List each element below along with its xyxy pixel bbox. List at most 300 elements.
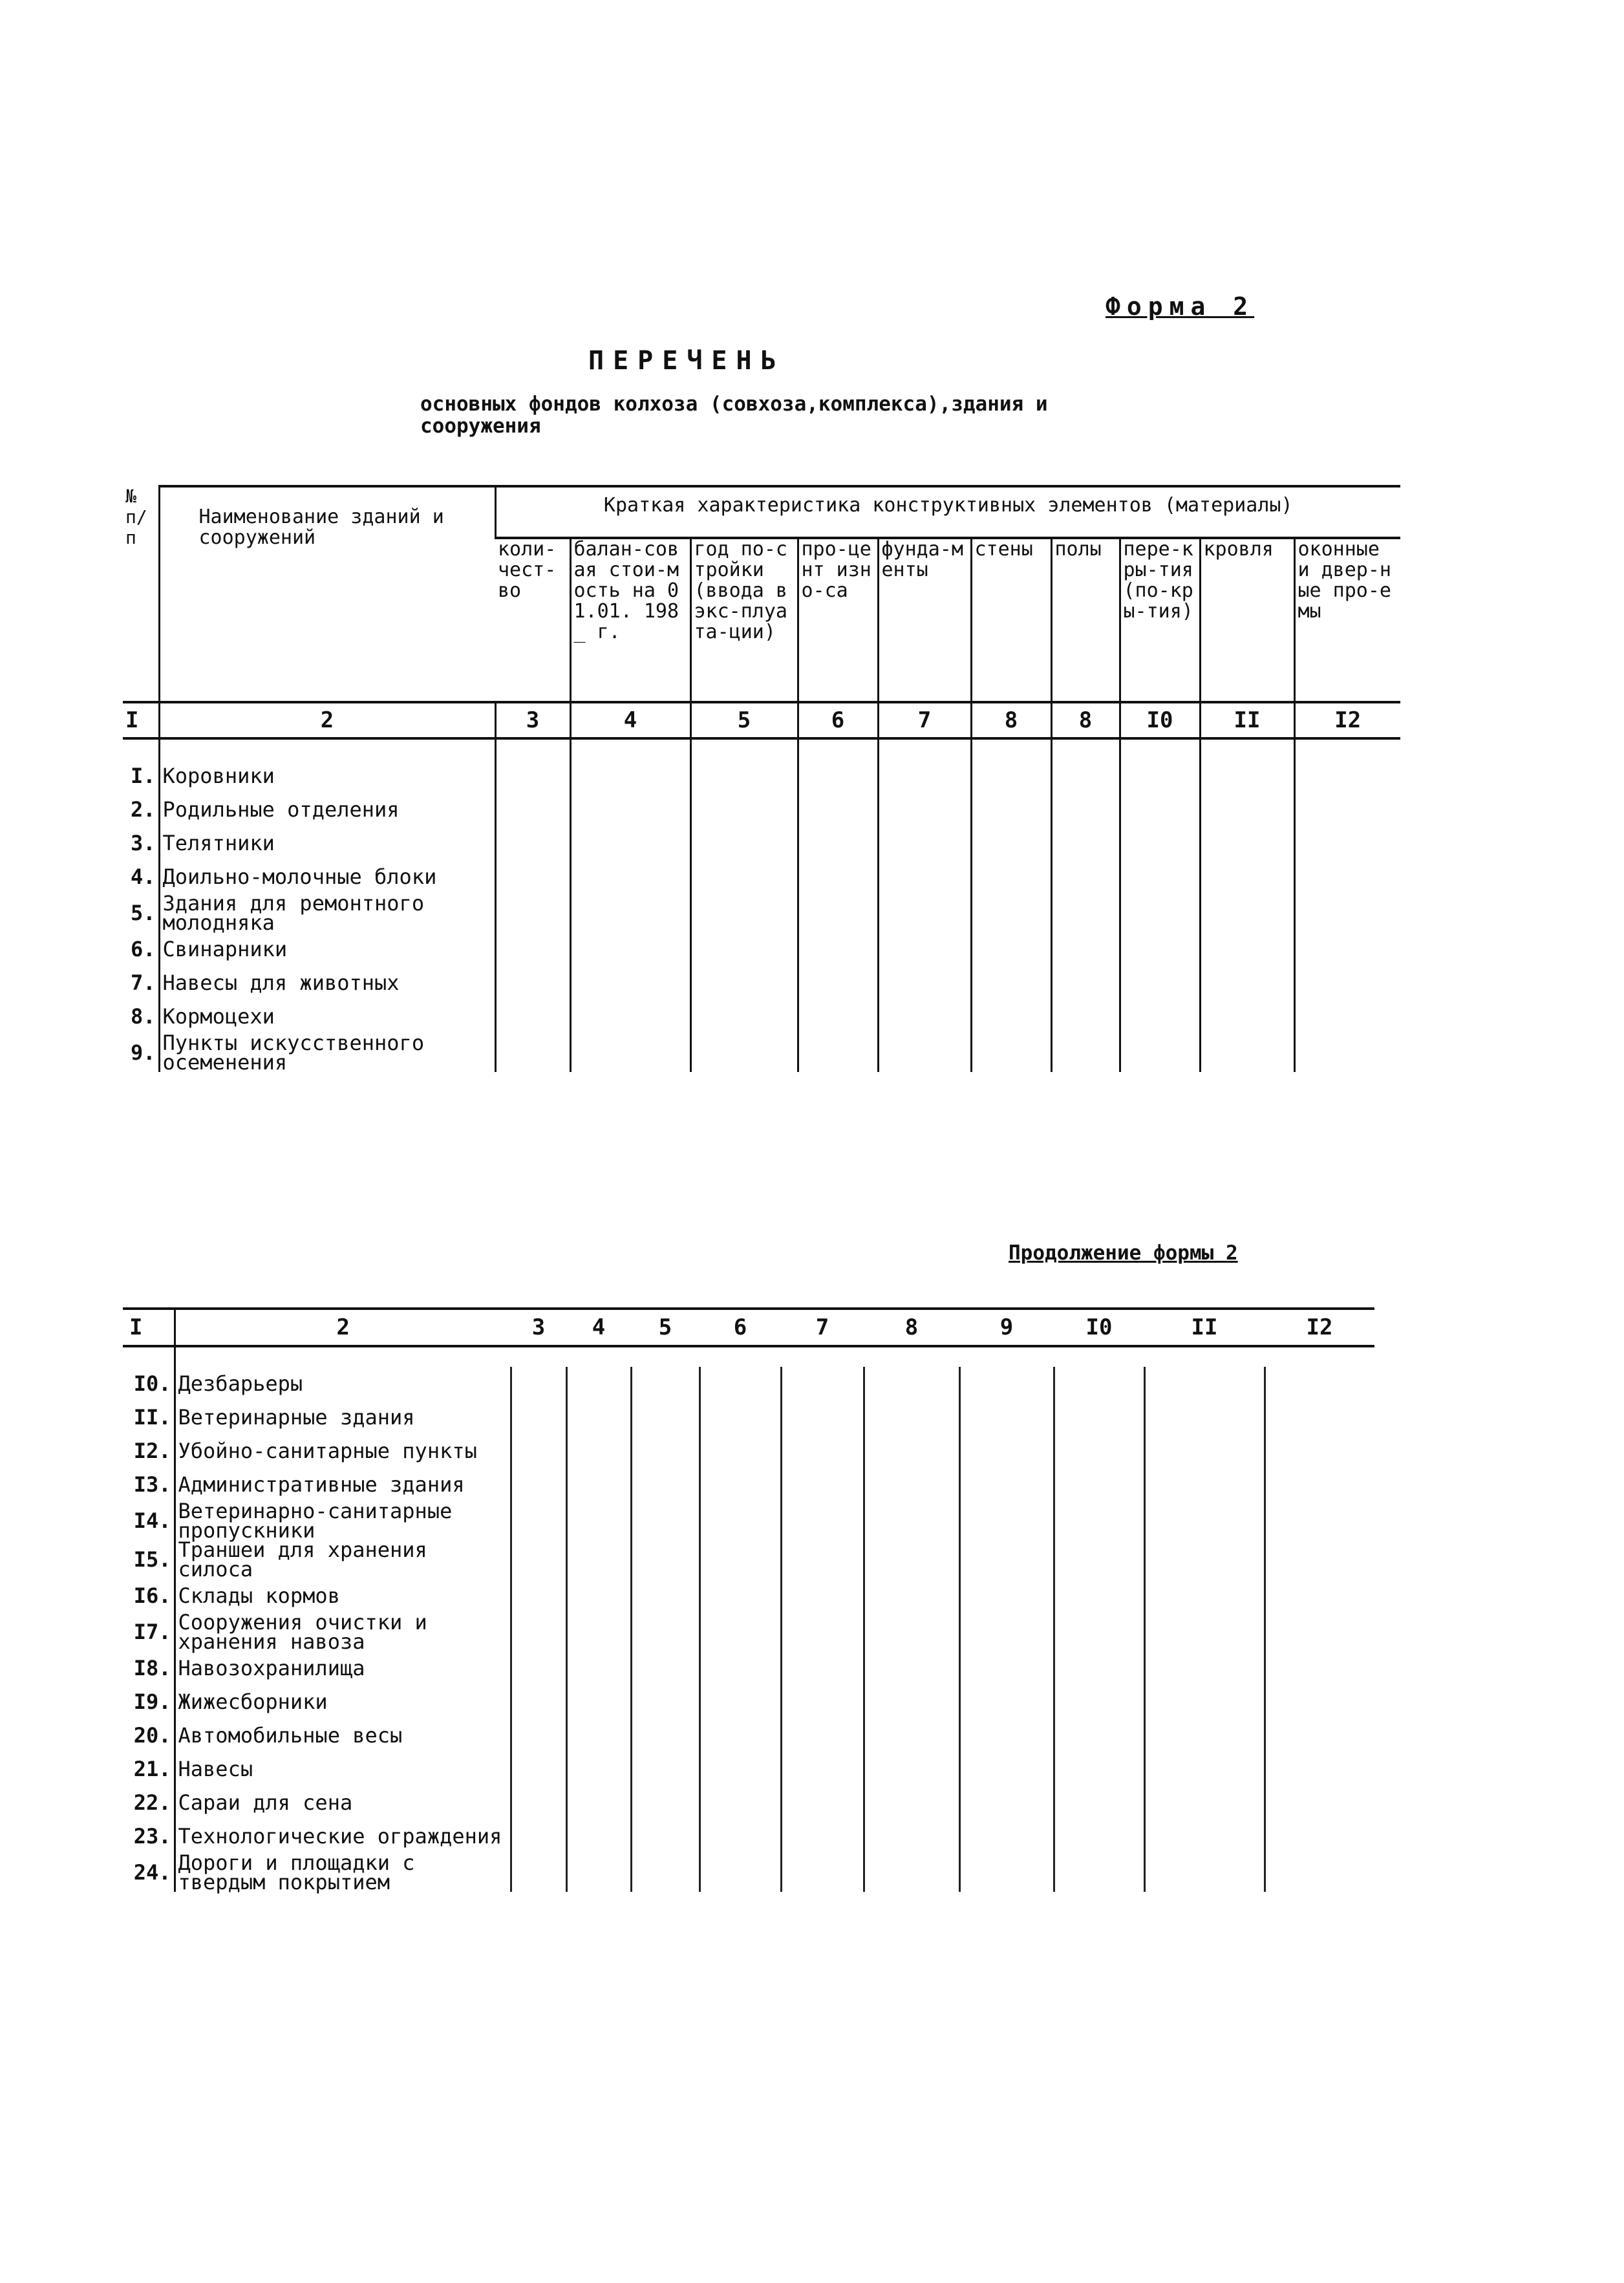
empty-cell	[1144, 1400, 1265, 1434]
header-group-characteristics: Краткая характеристика конструктивных элементов (материалы)	[495, 486, 1400, 538]
empty-cell	[631, 1752, 700, 1786]
empty-cell	[566, 1685, 631, 1719]
empty-cell	[511, 1719, 566, 1752]
empty-cell	[798, 1033, 878, 1072]
empty-cell	[570, 966, 690, 1000]
col-number: 3	[495, 702, 570, 738]
table-row	[123, 1685, 1374, 1719]
row-name: Траншеи для хранения силоса	[175, 1540, 511, 1579]
empty-cell	[566, 1819, 631, 1853]
empty-cell	[959, 1367, 1054, 1400]
empty-cell	[1054, 1786, 1144, 1819]
empty-cell	[700, 1579, 781, 1613]
empty-cell	[1265, 1685, 1374, 1719]
empty-cell	[781, 1613, 864, 1651]
col-number: 6	[798, 702, 878, 738]
subheader-roof: кровля	[1200, 538, 1294, 702]
empty-cell	[864, 1786, 959, 1819]
table-row	[123, 932, 1400, 966]
empty-cell	[1051, 826, 1120, 860]
col-number: 8	[1051, 702, 1120, 738]
empty-cell	[878, 1033, 971, 1072]
row-number: I9.	[133, 1689, 171, 1714]
col-number: I	[123, 702, 159, 738]
empty-cell	[1144, 1819, 1265, 1853]
empty-cell	[511, 1651, 566, 1685]
empty-cell	[878, 1000, 971, 1033]
empty-cell	[864, 1400, 959, 1434]
row-name: Доильно-молочные блоки	[159, 860, 495, 894]
empty-cell	[495, 759, 570, 793]
row-name: Жижесборники	[175, 1685, 511, 1719]
empty-cell	[971, 860, 1051, 894]
empty-cell	[566, 1651, 631, 1685]
row-name: Дороги и площадки с твердым покрытием	[175, 1853, 511, 1892]
empty-cell	[1054, 1819, 1144, 1853]
empty-cell	[864, 1579, 959, 1613]
empty-cell	[1120, 860, 1200, 894]
empty-cell	[1265, 1719, 1374, 1752]
empty-cell	[781, 1786, 864, 1819]
empty-cell	[511, 1853, 566, 1892]
empty-cell	[798, 793, 878, 826]
form-label: Форма 2	[1106, 292, 1255, 321]
empty-cell	[1054, 1853, 1144, 1892]
empty-cell	[631, 1613, 700, 1651]
empty-cell	[631, 1651, 700, 1685]
empty-cell	[570, 1033, 690, 1072]
empty-cell	[700, 1853, 781, 1892]
empty-cell	[1144, 1685, 1265, 1719]
subheader-book-value: балан-совая стои-мость на 01.01. 198_ г.	[570, 538, 690, 702]
empty-cell	[566, 1540, 631, 1579]
empty-cell	[1200, 932, 1294, 966]
empty-cell	[1265, 1651, 1374, 1685]
empty-cell	[566, 1853, 631, 1892]
empty-cell	[570, 826, 690, 860]
empty-cell	[1144, 1468, 1265, 1501]
empty-cell	[959, 1579, 1054, 1613]
continuation-label: Продолжение формы 2	[1009, 1241, 1238, 1265]
empty-cell	[781, 1501, 864, 1540]
empty-cell	[566, 1752, 631, 1786]
empty-cell	[781, 1719, 864, 1752]
header-cell-no: № п/п	[125, 486, 147, 548]
empty-cell	[1294, 932, 1400, 966]
col-number: I2	[1265, 1309, 1374, 1346]
empty-cell	[700, 1786, 781, 1819]
row-number: 6.	[130, 937, 156, 961]
empty-cell	[566, 1400, 631, 1434]
empty-cell	[1144, 1434, 1265, 1468]
table-header-row	[123, 486, 1400, 538]
empty-cell	[1144, 1613, 1265, 1651]
empty-cell	[631, 1853, 700, 1892]
row-name: Дезбарьеры	[175, 1367, 511, 1400]
empty-cell	[1265, 1501, 1374, 1540]
empty-cell	[1051, 1000, 1120, 1033]
empty-cell	[631, 1367, 700, 1400]
empty-cell	[959, 1434, 1054, 1468]
empty-cell	[570, 759, 690, 793]
header-cell-name: Наименование зданий и сооружений	[159, 486, 495, 702]
empty-cell	[878, 826, 971, 860]
col-number: 7	[878, 702, 971, 738]
empty-cell	[700, 1685, 781, 1719]
empty-cell	[570, 860, 690, 894]
empty-cell	[566, 1613, 631, 1651]
row-number: 23.	[133, 1824, 171, 1849]
empty-cell	[690, 860, 798, 894]
table-row	[123, 1786, 1374, 1819]
empty-cell	[1051, 1033, 1120, 1072]
empty-cell	[1265, 1853, 1374, 1892]
empty-cell	[511, 1579, 566, 1613]
table-row	[123, 1367, 1374, 1400]
empty-cell	[959, 1786, 1054, 1819]
row-name: Автомобильные весы	[175, 1719, 511, 1752]
empty-cell	[971, 966, 1051, 1000]
empty-cell	[690, 759, 798, 793]
row-name: Навесы для животных	[159, 966, 495, 1000]
empty-cell	[864, 1853, 959, 1892]
document-title: ПЕРЕЧЕНЬ	[588, 346, 785, 376]
col-number: 2	[175, 1309, 511, 1346]
row-name: Ветеринарные здания	[175, 1400, 511, 1434]
empty-cell	[1051, 894, 1120, 932]
empty-cell	[878, 759, 971, 793]
col-number: I2	[1294, 702, 1400, 738]
table-row	[123, 1434, 1374, 1468]
empty-cell	[1120, 793, 1200, 826]
row-name: Убойно-санитарные пункты	[175, 1434, 511, 1468]
empty-cell	[971, 759, 1051, 793]
empty-cell	[1054, 1579, 1144, 1613]
empty-cell	[690, 1000, 798, 1033]
row-number: I6.	[133, 1583, 171, 1608]
empty-cell	[878, 860, 971, 894]
table-row	[123, 1000, 1400, 1033]
table-row	[123, 1853, 1374, 1892]
row-name: Сооружения очистки и хранения навоза	[175, 1613, 511, 1651]
empty-cell	[798, 966, 878, 1000]
table-row	[123, 1468, 1374, 1501]
row-number: II.	[133, 1405, 171, 1430]
empty-cell	[700, 1752, 781, 1786]
empty-cell	[971, 894, 1051, 932]
empty-cell	[1265, 1434, 1374, 1468]
empty-cell	[959, 1719, 1054, 1752]
empty-cell	[959, 1540, 1054, 1579]
empty-cell	[878, 932, 971, 966]
row-number: 7.	[130, 970, 156, 995]
empty-cell	[511, 1434, 566, 1468]
row-name: Здания для ремонтного молодняка	[159, 894, 495, 932]
empty-cell	[570, 932, 690, 966]
table-row	[123, 1819, 1374, 1853]
empty-cell	[781, 1819, 864, 1853]
empty-cell	[864, 1613, 959, 1651]
row-name: Свинарники	[159, 932, 495, 966]
empty-cell	[511, 1501, 566, 1540]
empty-cell	[1054, 1685, 1144, 1719]
empty-cell	[1144, 1367, 1265, 1400]
empty-cell	[631, 1434, 700, 1468]
empty-cell	[1294, 860, 1400, 894]
row-number: 24.	[133, 1860, 171, 1885]
empty-cell	[1200, 860, 1294, 894]
row-name: Кормоцехи	[159, 1000, 495, 1033]
empty-cell	[1051, 932, 1120, 966]
empty-cell	[781, 1685, 864, 1719]
row-number: 2.	[130, 797, 156, 822]
empty-cell	[566, 1468, 631, 1501]
empty-cell	[1120, 759, 1200, 793]
empty-cell	[1200, 759, 1294, 793]
empty-cell	[1054, 1613, 1144, 1651]
empty-cell	[700, 1400, 781, 1434]
empty-cell	[690, 894, 798, 932]
empty-cell	[700, 1540, 781, 1579]
empty-cell	[878, 793, 971, 826]
empty-cell	[700, 1367, 781, 1400]
empty-cell	[1200, 826, 1294, 860]
empty-cell	[570, 894, 690, 932]
empty-cell	[798, 860, 878, 894]
table-row	[123, 1501, 1374, 1540]
row-number: 3.	[130, 831, 156, 855]
empty-cell	[959, 1468, 1054, 1501]
empty-cell	[971, 793, 1051, 826]
empty-cell	[1144, 1752, 1265, 1786]
empty-cell	[495, 932, 570, 966]
row-number: 4.	[130, 864, 156, 889]
empty-cell	[798, 894, 878, 932]
empty-cell	[1294, 826, 1400, 860]
table-row	[123, 1540, 1374, 1579]
empty-cell	[690, 826, 798, 860]
empty-cell	[959, 1651, 1054, 1685]
fixed-assets-table-continued	[123, 1307, 1374, 1892]
empty-cell	[1265, 1540, 1374, 1579]
empty-cell	[566, 1434, 631, 1468]
subheader-quantity: коли-чест-во	[498, 538, 557, 602]
empty-cell	[700, 1719, 781, 1752]
empty-cell	[878, 966, 971, 1000]
empty-cell	[864, 1540, 959, 1579]
row-name: Сараи для сена	[175, 1786, 511, 1819]
table-row	[123, 1579, 1374, 1613]
row-name: Склады кормов	[175, 1579, 511, 1613]
empty-cell	[1265, 1613, 1374, 1651]
empty-cell	[1200, 793, 1294, 826]
row-name: Коровники	[159, 759, 495, 793]
empty-cell	[1294, 894, 1400, 932]
col-number: I	[123, 1309, 175, 1346]
row-number: 22.	[133, 1790, 171, 1815]
empty-cell	[1144, 1853, 1265, 1892]
empty-cell	[1054, 1540, 1144, 1579]
empty-cell	[864, 1685, 959, 1719]
col-number: II	[1144, 1309, 1265, 1346]
empty-cell	[1120, 932, 1200, 966]
empty-cell	[511, 1468, 566, 1501]
empty-cell	[798, 932, 878, 966]
empty-cell	[959, 1400, 1054, 1434]
empty-cell	[566, 1719, 631, 1752]
row-name: Навесы	[175, 1752, 511, 1786]
empty-cell	[700, 1613, 781, 1651]
row-name: Административные здания	[175, 1468, 511, 1501]
empty-cell	[864, 1367, 959, 1400]
empty-cell	[864, 1719, 959, 1752]
col-number: 8	[864, 1309, 959, 1346]
empty-cell	[1051, 759, 1120, 793]
empty-cell	[781, 1752, 864, 1786]
empty-cell	[878, 894, 971, 932]
empty-cell	[864, 1752, 959, 1786]
col-number: II	[1200, 702, 1294, 738]
empty-cell	[1265, 1579, 1374, 1613]
empty-cell	[1265, 1367, 1374, 1400]
empty-cell	[1265, 1468, 1374, 1501]
empty-cell	[700, 1819, 781, 1853]
column-number-row	[123, 702, 1400, 738]
empty-cell	[1294, 1033, 1400, 1072]
col-number: 2	[159, 702, 495, 738]
empty-cell	[700, 1651, 781, 1685]
empty-cell	[511, 1540, 566, 1579]
empty-cell	[495, 1033, 570, 1072]
empty-cell	[690, 793, 798, 826]
empty-cell	[690, 966, 798, 1000]
empty-cell	[1265, 1819, 1374, 1853]
empty-cell	[700, 1468, 781, 1501]
empty-cell	[864, 1651, 959, 1685]
empty-cell	[1200, 894, 1294, 932]
empty-cell	[781, 1651, 864, 1685]
table-row	[123, 1752, 1374, 1786]
row-number: 21.	[133, 1757, 171, 1781]
empty-cell	[1144, 1540, 1265, 1579]
fixed-assets-table	[123, 485, 1400, 1075]
empty-cell	[798, 826, 878, 860]
col-number: I0	[1120, 702, 1200, 738]
subheader-foundations: фунда-менты	[878, 538, 971, 702]
table-row	[123, 759, 1400, 793]
empty-cell	[781, 1468, 864, 1501]
empty-cell	[631, 1685, 700, 1719]
empty-cell	[798, 759, 878, 793]
empty-cell	[781, 1579, 864, 1613]
empty-cell	[1144, 1786, 1265, 1819]
empty-cell	[690, 1033, 798, 1072]
empty-cell	[511, 1367, 566, 1400]
empty-cell	[864, 1434, 959, 1468]
empty-cell	[566, 1786, 631, 1819]
table-row	[123, 860, 1400, 894]
empty-cell	[631, 1400, 700, 1434]
empty-cell	[511, 1819, 566, 1853]
empty-cell	[1120, 966, 1200, 1000]
empty-cell	[631, 1719, 700, 1752]
empty-cell	[495, 860, 570, 894]
row-name: Родильные отделения	[159, 793, 495, 826]
empty-cell	[781, 1400, 864, 1434]
empty-cell	[1054, 1367, 1144, 1400]
empty-cell	[631, 1501, 700, 1540]
empty-cell	[1120, 826, 1200, 860]
empty-cell	[1200, 1000, 1294, 1033]
row-number: I0.	[133, 1371, 171, 1396]
empty-cell	[1120, 1033, 1200, 1072]
row-number: 20.	[133, 1723, 171, 1748]
document-subtitle: основных фондов колхоза (совхоза,комплекса),здания и сооружения	[420, 392, 1048, 438]
empty-cell	[1054, 1651, 1144, 1685]
empty-cell	[511, 1786, 566, 1819]
table-row	[123, 1651, 1374, 1685]
row-name: Пункты искусственного осеменения	[159, 1033, 495, 1072]
row-name: Технологические ограждения	[175, 1819, 511, 1853]
row-number: I7.	[133, 1620, 171, 1644]
table-row	[123, 1613, 1374, 1651]
empty-cell	[631, 1786, 700, 1819]
table-row	[123, 793, 1400, 826]
empty-cell	[700, 1501, 781, 1540]
table-row	[123, 1400, 1374, 1434]
empty-cell	[495, 894, 570, 932]
empty-cell	[1144, 1579, 1265, 1613]
empty-cell	[1120, 894, 1200, 932]
subheader-floors: полы	[1051, 538, 1120, 702]
empty-cell	[511, 1613, 566, 1651]
row-name: Ветеринарно-санитарные пропускники	[175, 1501, 511, 1540]
row-number: I4.	[133, 1508, 171, 1533]
empty-cell	[511, 1400, 566, 1434]
empty-cell	[959, 1752, 1054, 1786]
col-number: 8	[971, 702, 1051, 738]
empty-cell	[1294, 1000, 1400, 1033]
col-number: 4	[570, 702, 690, 738]
empty-cell	[1054, 1501, 1144, 1540]
column-number-row	[123, 1309, 1374, 1346]
subheader-walls: стены	[971, 538, 1051, 702]
empty-cell	[1294, 759, 1400, 793]
col-number: 9	[959, 1309, 1054, 1346]
empty-cell	[1051, 793, 1120, 826]
subheader-ceilings: пере-кры-тия (по-кры-тия)	[1120, 538, 1200, 702]
row-number: 9.	[130, 1040, 156, 1065]
row-number: I3.	[133, 1472, 171, 1497]
row-number: I.	[130, 764, 156, 788]
empty-cell	[959, 1613, 1054, 1651]
empty-cell	[631, 1540, 700, 1579]
empty-cell	[781, 1434, 864, 1468]
empty-cell	[971, 932, 1051, 966]
col-number: 6	[700, 1309, 781, 1346]
empty-cell	[798, 1000, 878, 1033]
empty-cell	[1265, 1786, 1374, 1819]
row-name: Навозохранилища	[175, 1651, 511, 1685]
empty-cell	[495, 826, 570, 860]
col-number: 3	[511, 1309, 566, 1346]
col-number: 4	[566, 1309, 631, 1346]
empty-cell	[1144, 1501, 1265, 1540]
col-number: I0	[1054, 1309, 1144, 1346]
empty-cell	[959, 1685, 1054, 1719]
table-row	[123, 1033, 1400, 1072]
empty-cell	[690, 932, 798, 966]
